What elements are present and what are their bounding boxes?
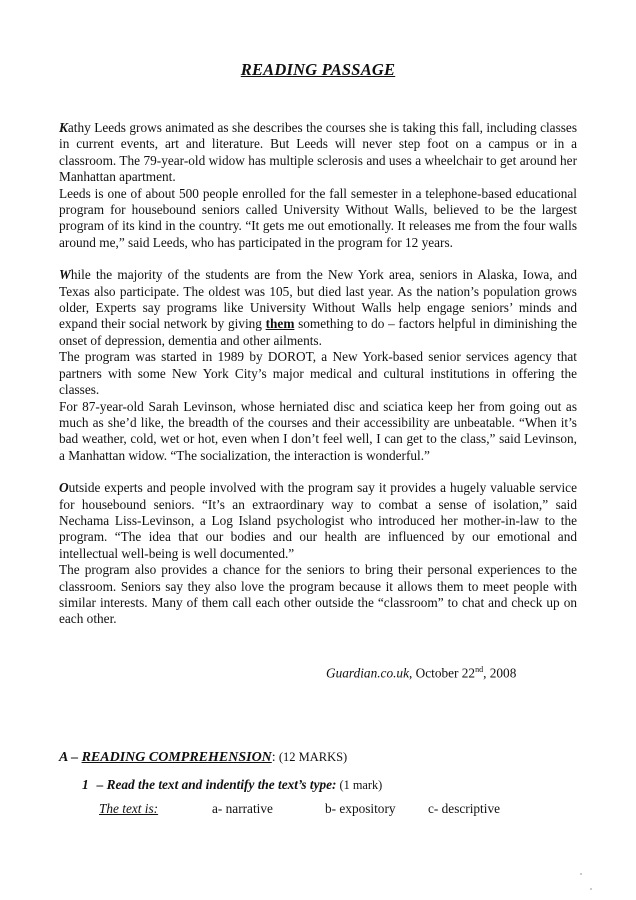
paragraph-text: something to do – factors helpful in diminishing the onset of depression, dementia and other ailments.: [59, 316, 577, 348]
paragraph-7: [59, 562, 577, 628]
paragraph-text: athy Leeds grows animated as she describes the courses she is taking this fall, including classes in current events, art and literature. But Leeds will never step foot on a campus or in a classroom. The 79-year-old widow has multiple sclerosis and uses a wheelchair to get around her Manhattan apartment.: [59, 120, 577, 185]
paragraph-text: hile the majority of the students are from the New York area, seniors in Alaska, Iowa, and Texas also participate. The oldest was 105, but died last year. As the nation’s population grows older, Experts say programs like University Without Walls help engage seniors’ minds and expand their social network by giving: [59, 267, 577, 332]
options-lead: The text is:: [99, 801, 159, 816]
paragraph-text: For 87-year-old Sarah Levinson, whose herniated disc and sciatica keep her from going out as much as she’d like, the breadth of the courses and their accessibility are unbeatable. “When it’s bad weather, cold, wet or hot, even when I don’t feel well, I can get to the class,” said Levinson, a Manhattan widow. “The socialization, the interaction is wonderful.”: [59, 398, 577, 463]
option-b[interactable]: b- expository: [325, 801, 396, 816]
source-date: , October 22: [408, 665, 476, 681]
drop-initial: O: [59, 480, 69, 496]
section-colon: :: [271, 750, 276, 765]
paragraph-5: [59, 399, 577, 465]
question-text: – Read the text and indentify the text’s type:: [96, 777, 337, 792]
highlighted-word: them: [265, 316, 295, 332]
option-a[interactable]: a- narrative: [212, 801, 273, 816]
paragraph-text: utside experts and people involved with the program say it provides a hugely valuable service for housebound seniors. “It’s an extraordinary way to combat a sense of isolation,” said Nechama Liss-Levinson, a Log Island psychologist who introduced her mother-in-law to the program. “The idea that our bodies and our health are influenced by our emotional and intellectual well-being is well documented.”: [59, 480, 577, 561]
section-title: READING COMPREHENSION: [81, 750, 272, 765]
drop-initial: K: [59, 120, 68, 135]
section-heading: [59, 750, 347, 766]
question-number: 1: [82, 777, 89, 792]
page-title: READING PASSAGE: [240, 60, 396, 79]
paragraph-3: [59, 267, 577, 349]
paragraph-text: The program was started in 1989 by DOROT, a New York-based senior services agency that partners with some New York City’s major medical and cultural institutions in offering the classes.: [59, 349, 577, 398]
reading-passage: [59, 120, 577, 628]
scan-speck: [590, 888, 592, 890]
paragraph-2: [59, 186, 577, 252]
section-marks: (12 MARKS): [275, 750, 348, 764]
option-c[interactable]: c- descriptive: [428, 801, 500, 816]
paragraph-6: [59, 480, 577, 562]
paragraph-4: [59, 349, 577, 398]
paragraph-1: [59, 120, 577, 186]
source-site: Guardian.co.uk: [326, 665, 409, 681]
paragraph-text: The program also provides a chance for the seniors to bring their personal experiences to the classroom. Seniors say they also love the program because it allows them to meet people with similar interests. Many of them call each other outside the “classroom” to chat and check up on each other.: [59, 562, 577, 627]
section-letter: A –: [59, 750, 82, 765]
source-citation: [326, 665, 516, 681]
source-year: , 2008: [483, 665, 517, 681]
drop-initial: W: [59, 267, 71, 283]
scan-speck: [580, 873, 582, 875]
question-1: [82, 777, 382, 793]
paragraph-text: Leeds is one of about 500 people enrolled for the fall semester in a telephone-based educational program for housebound seniors called University Without Walls, believed to be the largest program of its kind in the country. “It gets me out emotionally. It releases me from the four walls around me,” said Leeds, who has participated in the program for 12 years.: [59, 185, 577, 250]
date-superscript: nd: [475, 665, 484, 674]
question-mark-value: (1 mark): [336, 778, 383, 792]
